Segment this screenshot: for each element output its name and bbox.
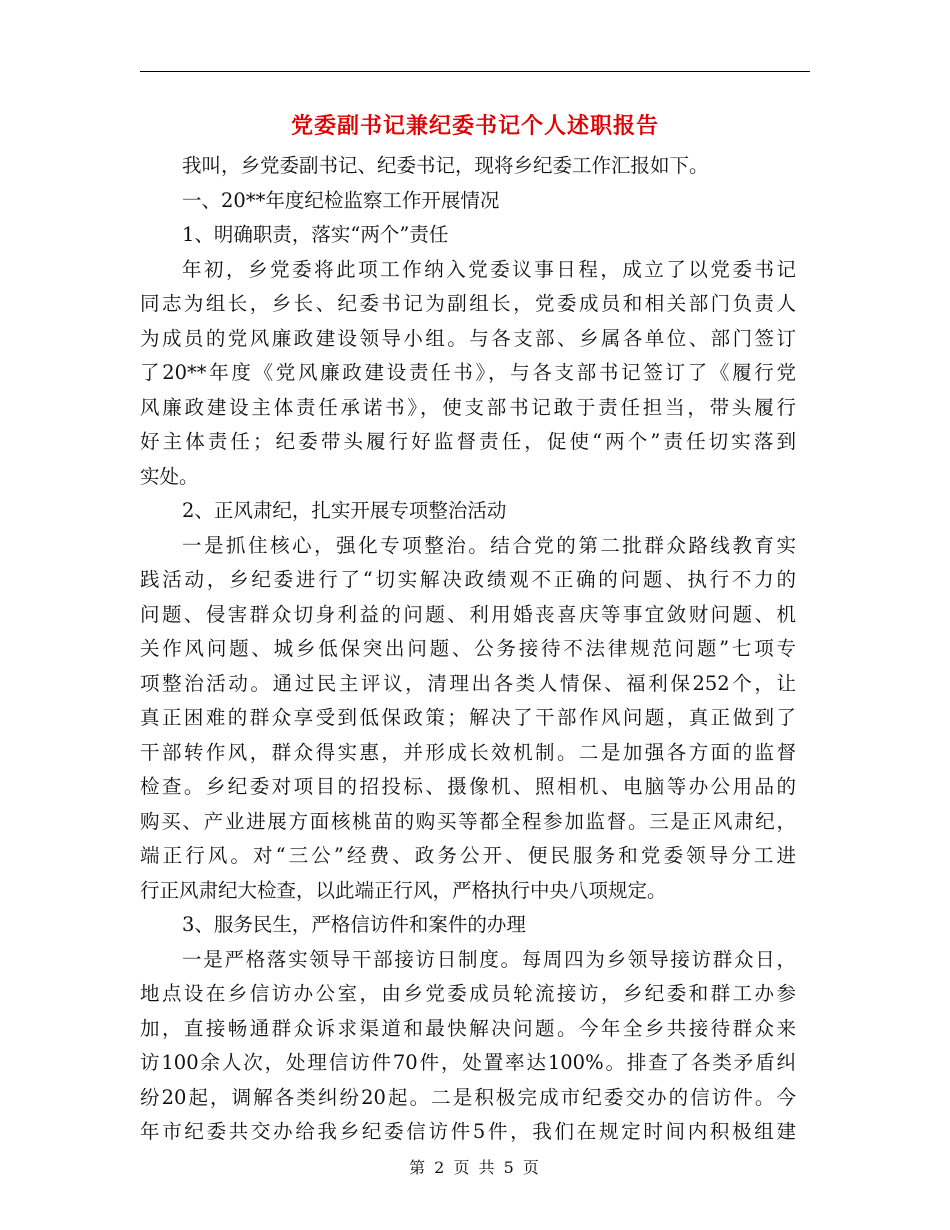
paragraph-line: 加，直接畅通群众诉求渠道和最快解决问题。今年全乡共接待群众来: [140, 1016, 796, 1040]
paragraph-line: 端正行风。对“三公”经费、政务公开、便民服务和党委领导分工进: [140, 844, 796, 867]
subsection-heading: 1、明确职责，落实“两个”责任: [182, 223, 449, 246]
paragraph-line: 地点设在乡信访办公室，由乡党委成员轮流接访，乡纪委和群工办参: [140, 982, 796, 1005]
paragraph-line: 访100余人次，处理信访件70件，处置率达100%。排查了各类矛盾纠: [140, 1051, 796, 1074]
paragraph-line: 检查。乡纪委对项目的招投标、摄像机、照相机、电脑等办公用品的: [140, 775, 796, 798]
paragraph-line: 践活动，乡纪委进行了“切实解决政绩观不正确的问题、执行不力的: [140, 568, 796, 591]
paragraph-line: 行正风肃纪大检查，以此端正行风，严格执行中央八项规定。: [140, 878, 667, 902]
paragraph-line: 同志为组长，乡长、纪委书记为副组长，党委成员和相关部门负责人: [140, 292, 796, 315]
paragraph-line: 购买、产业进展方面核桃苗的购买等都全程参加监督。三是正风肃纪，: [140, 809, 796, 833]
paragraph-line: 实处。: [140, 464, 199, 488]
section-heading: 一、20**年度纪检监察工作开展情况: [182, 188, 500, 212]
paragraph-line: 了20**年度《党风廉政建设责任书》，与各支部书记签订了《履行党: [140, 361, 796, 384]
paragraph-line: 问题、侵害群众切身利益的问题、利用婚丧喜庆等事宜敛财问题、机: [140, 602, 796, 626]
paragraph-line: 关作风问题、城乡低保突出问题、公务接待不法律规范问题”七项专: [140, 637, 796, 660]
paragraph-line: 纷20起，调解各类纠纷20起。二是积极完成市纪委交办的信访件。今: [140, 1085, 796, 1109]
paragraph-line: 一是抓住核心，强化专项整治。结合党的第二批群众路线教育实: [182, 533, 796, 557]
paragraph-line: 风廉政建设主体责任承诺书》，使支部书记敢于责任担当，带头履行: [140, 395, 796, 419]
paragraph-line: 为成员的党风廉政建设领导小组。与各支部、乡属各单位、部门签订: [140, 326, 796, 350]
paragraph-line: 我叫，乡党委副书记、纪委书记，现将乡纪委工作汇报如下。: [182, 154, 709, 177]
paragraph-line: 年市纪委共交办给我乡纪委信访件5件，我们在规定时间内积极组建: [140, 1120, 796, 1143]
header-rule: [140, 71, 810, 72]
subsection-heading: 2、正风肃纪，扎实开展专项整治活动: [182, 499, 507, 522]
document-title: 党委副书记兼纪委书记个人述职报告: [290, 113, 659, 139]
paragraph-line: 干部转作风，群众得实惠，并形成长效机制。二是加强各方面的监督: [140, 740, 796, 764]
paragraph-line: 年初，乡党委将此项工作纳入党委议事日程，成立了以党委书记: [182, 257, 796, 281]
paragraph-line: 项整治活动。通过民主评议，清理出各类人情保、福利保252个，让: [140, 671, 796, 695]
paragraph-line: 真正困难的群众享受到低保政策；解决了干部作风问题，真正做到了: [140, 706, 796, 729]
page-footer: 第 2 页 共 5 页: [409, 1158, 541, 1177]
subsection-heading: 3、服务民生，严格信访件和案件的办理: [182, 913, 526, 936]
paragraph-line: 好主体责任；纪委带头履行好监督责任，促使“两个”责任切实落到: [140, 430, 796, 453]
paragraph-line: 一是严格落实领导干部接访日制度。每周四为乡领导接访群众日，: [182, 947, 796, 971]
document-body: [140, 149, 796, 1150]
